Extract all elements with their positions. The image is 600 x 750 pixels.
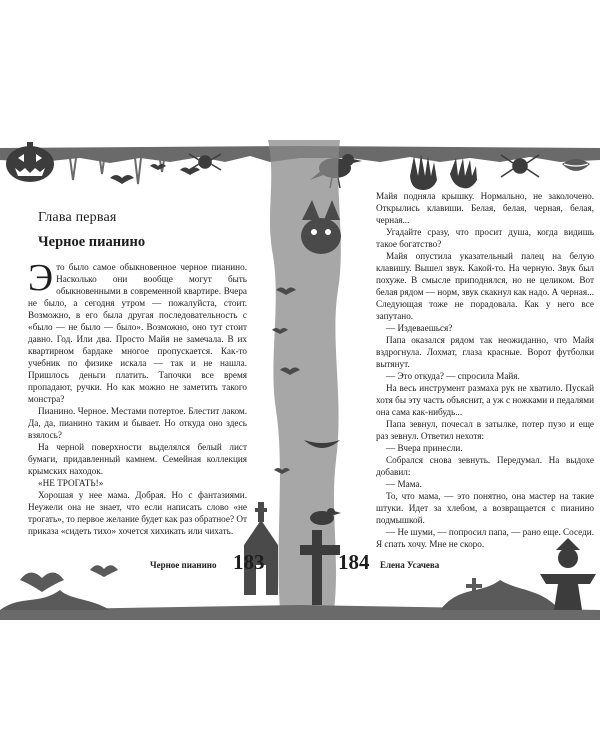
drop-cap: Э	[28, 257, 54, 299]
right-page-text	[376, 190, 594, 550]
page-number-right: 184	[338, 550, 370, 574]
paragraph-4: «НЕ ТРОГАТЬ!»	[38, 478, 104, 488]
paragraph-3: На черной поверхности выделялся белый лист бумаги, придавленный камнем. Семейная коллекция крымских находок.	[28, 442, 247, 476]
paragraph-3: Майя опустила указательный палец на белую клавишу. Вышел звук. Какой-то. На черную. Звук был похуже. В смысле приподнялся, но не целиком. Вот белая рядом — норм, звук скакнул как надо. А черная... Следующая тоже не порадовала. Как у него все запутано.	[376, 251, 594, 321]
running-footer-title: Черное пианино	[150, 560, 217, 570]
left-page	[0, 140, 300, 620]
bat-icon	[110, 164, 200, 184]
paragraph-1: Майя подняла крышку. Нормально, не заколочено. Открылись клавиши. Белая, белая, черная, белая, черная...	[376, 191, 594, 225]
bottom-graveyard	[440, 578, 560, 610]
running-footer-author: Елена Усачева	[380, 560, 440, 570]
church-icon	[244, 502, 278, 595]
paragraph-6: — Это откуда? — спросила Майя.	[386, 371, 520, 381]
paragraph-10: Собрался снова зевнуть. Передумал. На выдохе добавил:	[376, 455, 594, 477]
paragraph-8: Папа зевнул, почесал в затылке, потер пузо и еще раз зевнул. Ответил нехотя:	[376, 419, 594, 441]
paragraph-5: Папа оказался рядом так неожиданно, что Майя вздрогнула. Лохмат, глаза красные. Ворот футболки вытянут.	[376, 335, 594, 369]
spider-icon	[501, 155, 539, 177]
spider-icon	[189, 154, 221, 170]
book-spread	[0, 140, 600, 620]
paragraph-1	[28, 257, 247, 405]
paragraph-9: — Вчера принесли.	[386, 443, 463, 453]
paragraph-1-text: то было самое обыкновенное черное пианино. Насколько они вообще могут быть обыкновенными в современной квартире. Вчера не было, а сегодня утром — пожалуйста, стоит. Возможно, в его была другая последовательность с «было — не было — было». Возможно, оно тут стоит давно. Год. Или два. Просто Майя не замечала. В их квартирном бардаке многое пропускается. Как-то учебник по физике искала — так и не нашла. Пришлось деньги платить. Тапочки все время пропадают, ручки. Но как можно не заметить такого монстра?	[28, 262, 247, 404]
paragraph-4: — Издеваешься?	[386, 323, 453, 333]
paragraph-7: На весь инструмент размаха рук не хватило. Пускай хотя бы эту часть объяснит, а уж с ножками и педалями она сама как-нибудь...	[376, 383, 594, 417]
paragraph-11: — Мама.	[386, 479, 422, 489]
paragraph-2: Угадайте сразу, что просит душа, когда видишь такое богатство?	[376, 227, 594, 249]
chapter-label: Глава первая	[38, 210, 117, 225]
paragraph-5: Хорошая у нее мама. Добрая. Но с фантазиями. Неужели она не знает, что если написать слово «не трогать», то первое желание будет как раз обратное? От приказа «сидеть тихо» хочется хихикать или чихать.	[28, 490, 247, 536]
paragraph-12: То, что мама, — это понятно, она мастер на такие штуки. Идет за хлебом, а возвращается с пианино подмышкой.	[376, 491, 594, 525]
bottom-bats	[0, 565, 118, 610]
paragraph-2: Пианино. Черное. Местами потертое. Блестит лаком. Да, да, пианино таким и бывает. Но откуда оно здесь взялось?	[28, 406, 247, 440]
page-number: 183	[233, 550, 265, 574]
left-page-text	[28, 257, 247, 537]
chapter-title: Черное пианино	[38, 234, 146, 250]
right-page	[300, 140, 600, 620]
paragraph-13: — Не шуми, — попросил папа, — рано еще. Соседи. Я спать хочу. Мне не скоро.	[376, 527, 594, 549]
